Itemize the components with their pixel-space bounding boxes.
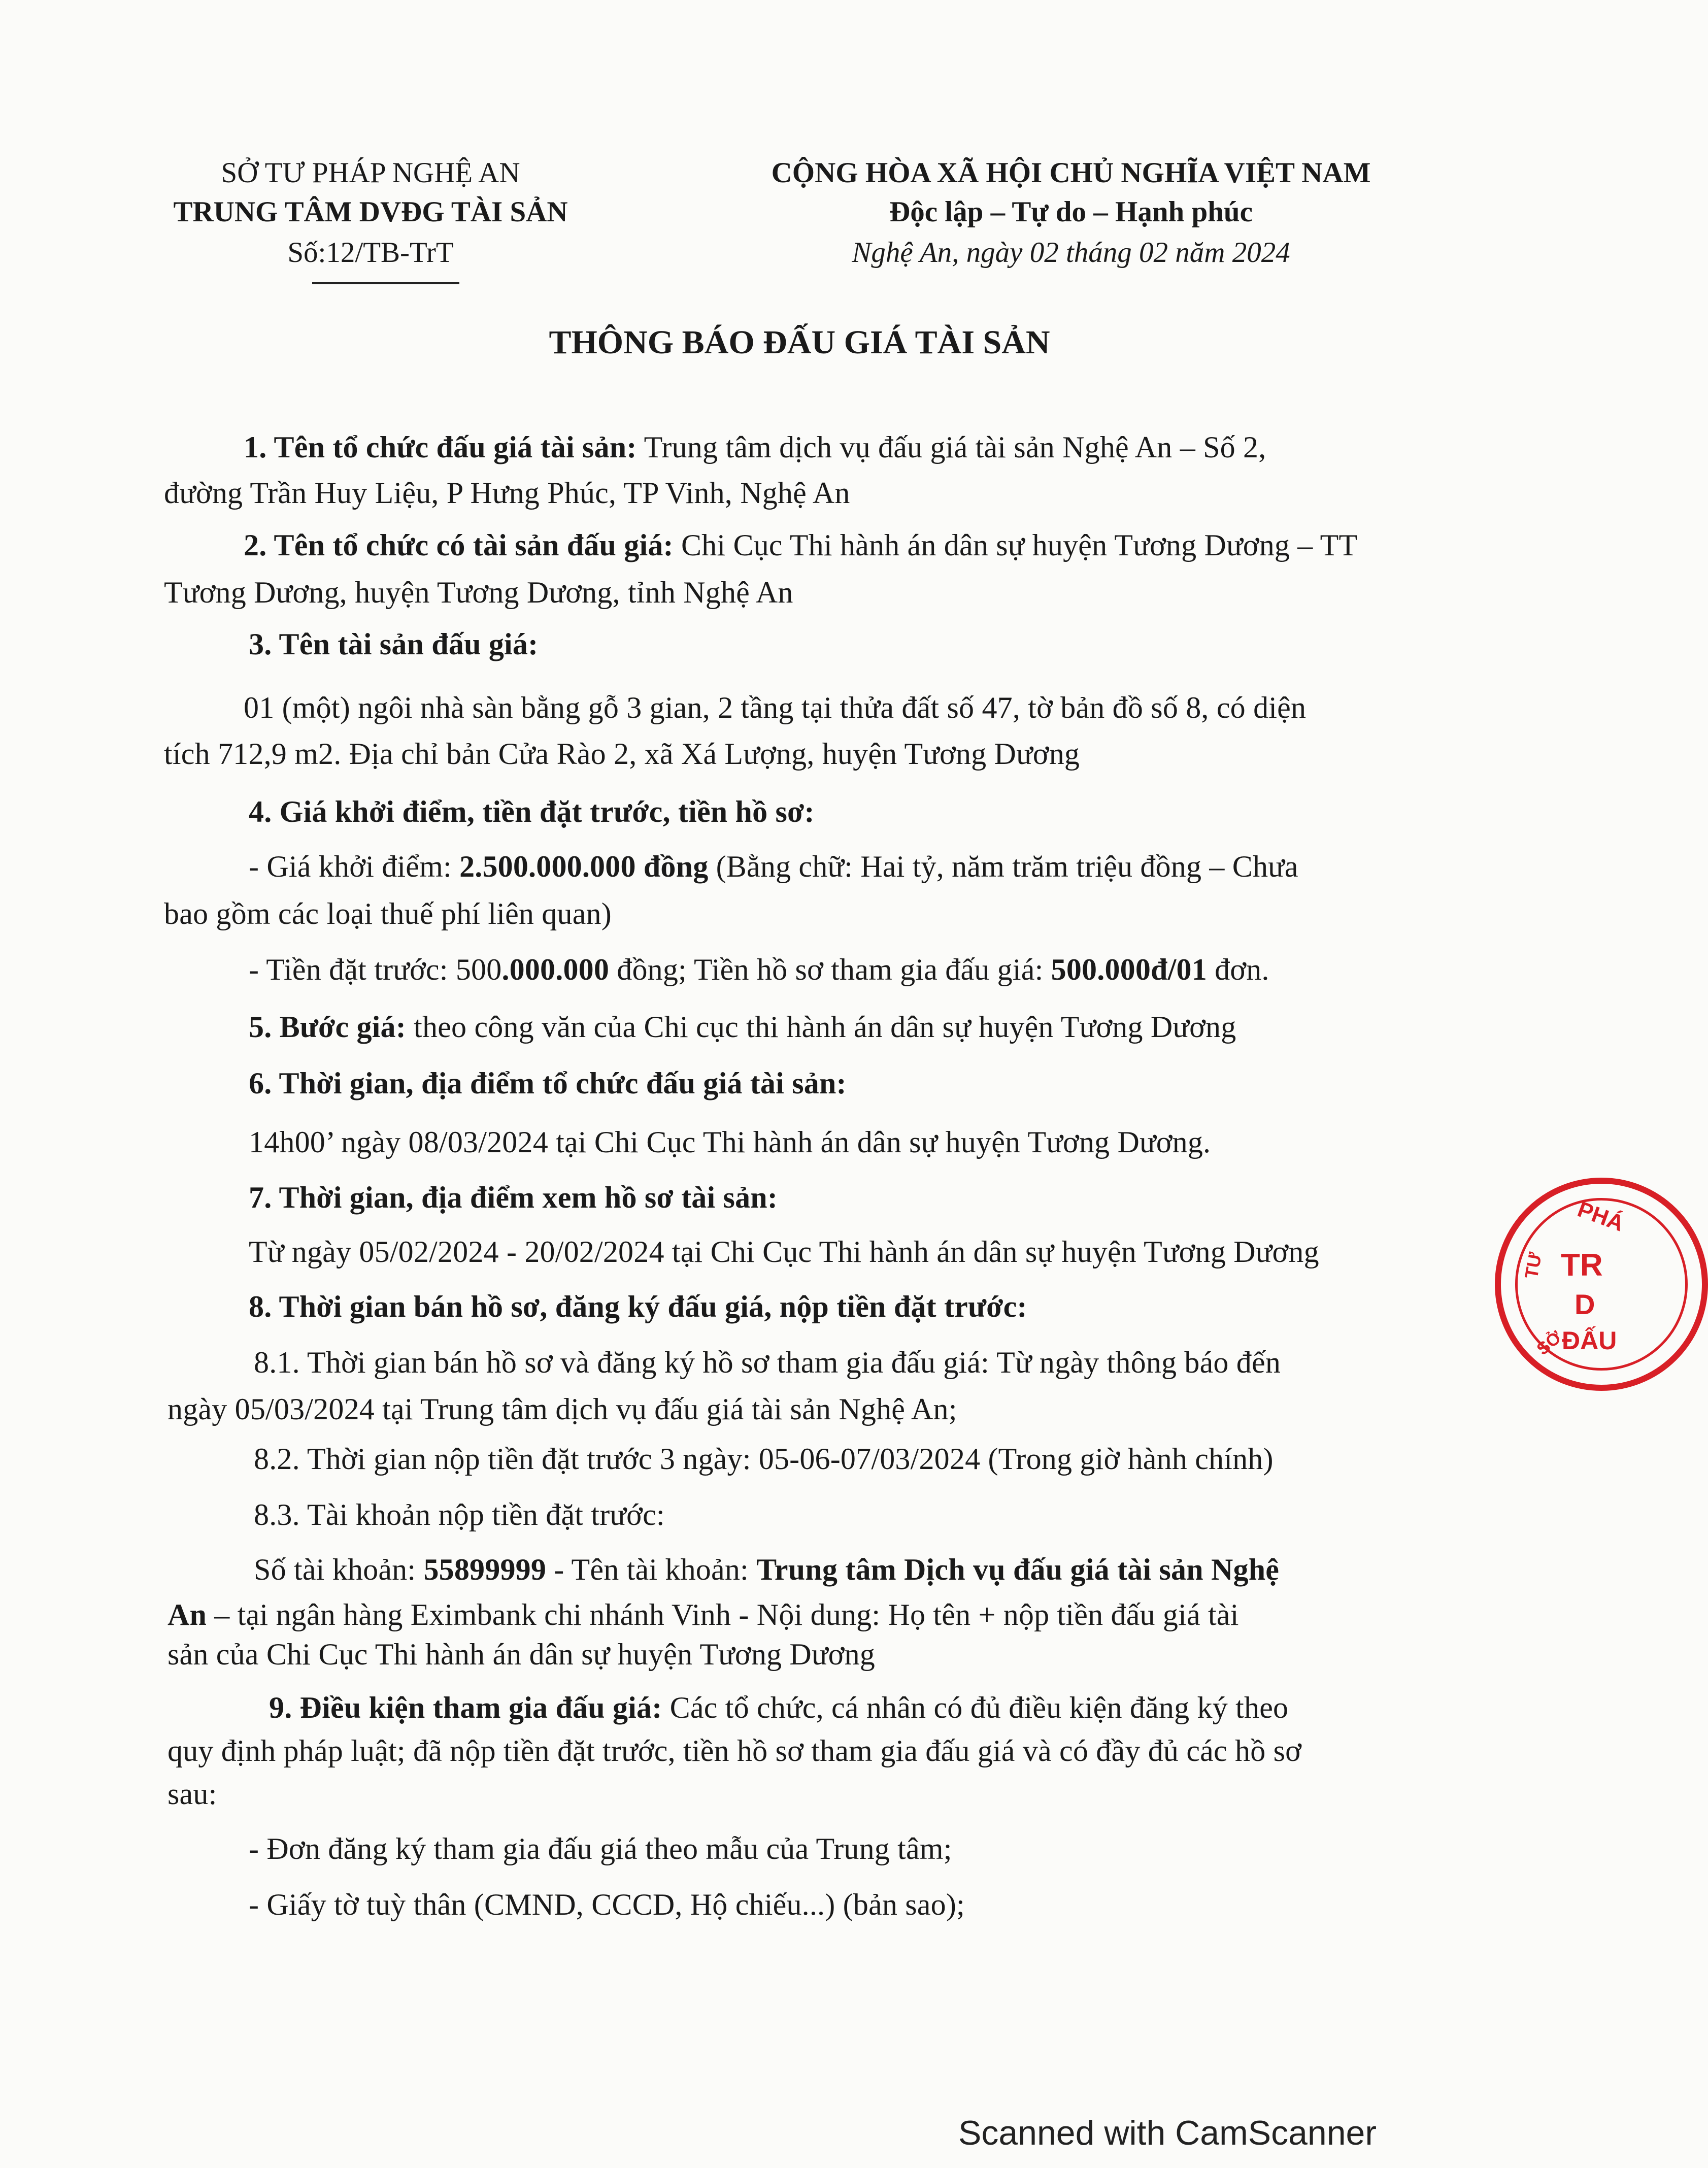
section-9-label: 9. Điều kiện tham gia đấu giá: [269,1691,662,1724]
section-1-text: Trung tâm dịch vụ đấu giá tài sản Nghệ An – Số 2, [637,430,1266,464]
section-1-label: 1. Tên tổ chức đấu giá tài sản: [244,430,637,464]
seal-text: PHÁ [1574,1196,1627,1237]
section-5-label: 5. Bước giá: [249,1010,406,1044]
requirement-item: - Giấy tờ tuỳ thân (CMND, CCCD, Hộ chiếu...) (bản sao); [249,1888,965,1921]
document-title: THÔNG BÁO ĐẤU GIÁ TÀI SẢN [549,324,1050,361]
section-6-label: 6. Thời gian, địa điểm tổ chức đấu giá tài sản: [249,1066,847,1100]
deposit-suffix: đơn. [1207,953,1269,986]
seal-text: TƯ [1520,1250,1546,1281]
seal-text: ĐẤU [1562,1326,1617,1355]
section-4-label: 4. Giá khởi điểm, tiền đặt trước, tiền hồ sơ: [249,795,815,828]
starting-price-words: (Bằng chữ: Hai tỷ, năm trăm triệu đồng – Chưa [708,850,1298,883]
account-number-label: Số tài khoản: [254,1553,424,1586]
section-8-label: 8. Thời gian bán hồ sơ, đăng ký đấu giá, nộp tiền đặt trước: [249,1290,1027,1323]
seal-text: TR [1561,1248,1603,1283]
section-9-line1 [269,1690,1288,1725]
scanner-watermark: Scanned with CamScanner [958,2114,1377,2152]
left-underline [312,282,459,284]
seal-text: D [1575,1288,1595,1320]
section-8-3: 8.3. Tài khoản nộp tiền đặt trước: [254,1498,665,1531]
section-3-line1: 01 (một) ngôi nhà sàn bằng gỗ 3 gian, 2 tầng tại thửa đất số 47, tờ bản đồ số 8, có diện [244,691,1307,724]
section-7-label: 7. Thời gian, địa điểm xem hồ sơ tài sản: [249,1181,778,1214]
account-line2 [168,1597,1239,1632]
section-7-text: Từ ngày 05/02/2024 - 20/02/2024 tại Chi Cục Thi hành án dân sự huyện Tương Dương [249,1235,1319,1269]
section-8-1-line1: 8.1. Thời gian bán hồ sơ và đăng ký hồ sơ tham gia đấu giá: Từ ngày thông báo đến [254,1346,1281,1379]
section-8-1-line2: ngày 05/03/2024 tại Trung tâm dịch vụ đấu giá tài sản Nghệ An; [168,1392,957,1426]
account-name-label: - Tên tài khoản: [546,1553,757,1586]
section-2-text: Chi Cục Thi hành án dân sự huyện Tương Dương – TT [673,528,1358,562]
starting-price-prefix: - Giá khởi điểm: [249,850,460,883]
account-name-cont: An [168,1598,207,1631]
national-motto: Độc lập – Tự do – Hạnh phúc [889,196,1253,228]
section-1-line2: đường Trần Huy Liệu, P Hưng Phúc, TP Vinh, Nghệ An [164,476,850,510]
section-9-line3: sau: [168,1777,217,1811]
dossier-fee: 500.000đ/01 [1051,953,1207,986]
section-9-text: Các tổ chức, cá nhân có đủ điều kiện đăng ký theo [662,1691,1289,1724]
seal-text: SỞ [1533,1327,1566,1359]
account-line3: sản của Chi Cục Thi hành án dân sự huyện Tương Dương [168,1638,876,1671]
section-2-line1 [244,528,1357,563]
section-8-2: 8.2. Thời gian nộp tiền đặt trước 3 ngày: 05-06-07/03/2024 (Trong giờ hành chính) [254,1442,1274,1476]
deposit-value: .000.000 [501,953,610,986]
section-6-text: 14h00’ ngày 08/03/2024 tại Chi Cục Thi hành án dân sự huyện Tương Dương. [249,1125,1211,1159]
requirement-item: - Đơn đăng ký tham gia đấu giá theo mẫu của Trung tâm; [249,1832,952,1865]
section-3-line2: tích 712,9 m2. Địa chỉ bản Cửa Rào 2, xã Xá Lượng, huyện Tương Dương [164,737,1080,771]
national-title: CỘNG HÒA XÃ HỘI CHỦ NGHĨA VIỆT NAM [771,157,1371,189]
agency-name: SỞ TƯ PHÁP NGHỆ AN [221,157,520,189]
official-seal [1495,1178,1708,1391]
deposit-prefix: - Tiền đặt trước: 500 [249,953,502,986]
starting-price-value: 2.500.000.000 đồng [459,850,709,883]
section-5-line [249,1010,1236,1045]
center-name: TRUNG TÂM DVĐG TÀI SẢN [173,196,568,228]
deposit-line [249,952,1269,987]
section-3-label: 3. Tên tài sản đấu giá: [249,627,539,661]
account-line1 [254,1552,1279,1587]
document-number: Số:12/TB-TrT [287,237,454,269]
section-2-label: 2. Tên tổ chức có tài sản đấu giá: [244,528,674,562]
section-9-line2: quy định pháp luật; đã nộp tiền đặt trước, tiền hồ sơ tham gia đấu giá và có đầy đủ các hồ sơ [168,1734,1302,1767]
starting-price-line2: bao gồm các loại thuế phí liên quan) [164,897,612,930]
section-1-line1 [244,430,1266,465]
account-bank: – tại ngân hàng Eximbank chi nhánh Vinh - Nội dung: Họ tên + nộp tiền đấu giá tài [207,1598,1239,1631]
place-date: Nghệ An, ngày 02 tháng 02 năm 2024 [852,237,1290,269]
section-2-line2: Tương Dương, huyện Tương Dương, tỉnh Nghệ An [164,576,793,609]
account-name: Trung tâm Dịch vụ đấu giá tài sản Nghệ [756,1553,1280,1586]
deposit-mid: đồng; Tiền hồ sơ tham gia đấu giá: [609,953,1051,986]
section-5-text: theo công văn của Chi cục thi hành án dân sự huyện Tương Dương [406,1010,1236,1044]
starting-price-line1 [249,849,1298,884]
account-number: 55899999 [423,1553,547,1586]
